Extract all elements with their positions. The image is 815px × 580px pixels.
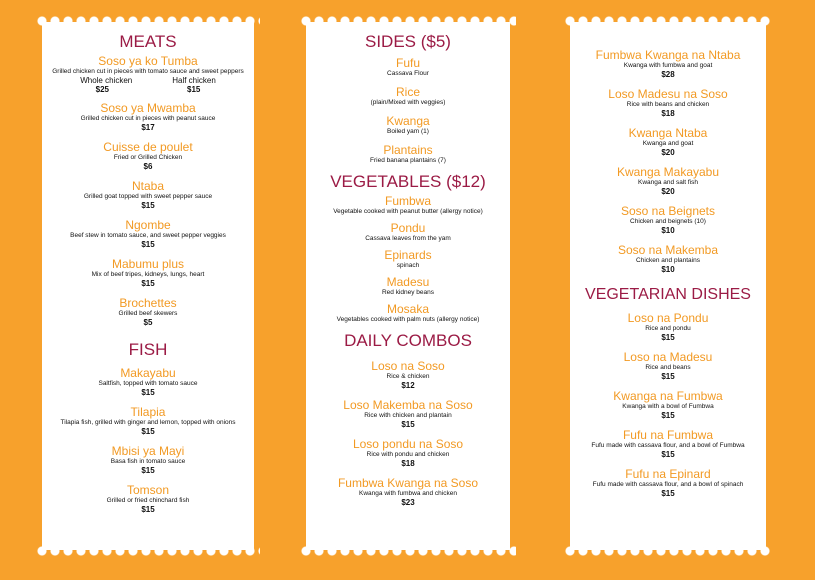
menu-item — [306, 398, 510, 430]
item-desc: Rice and pondu — [645, 325, 691, 332]
item-desc: Kwanga with a bowl of Fumbwa — [622, 403, 714, 410]
option-row — [42, 76, 254, 85]
sides-heading: SIDES ($5) — [365, 32, 451, 51]
item-desc: Grilled beef skewers — [118, 310, 178, 317]
menu-item — [42, 218, 254, 250]
item-desc: Beef stew in tomato sauce, and sweet pepper veggies — [70, 232, 226, 239]
menu-item — [306, 437, 510, 469]
item-name: Mbisi ya Mayi — [111, 444, 185, 458]
item-name: Fumbwa Kwanga na Ntaba — [595, 48, 741, 62]
menu-item — [306, 476, 510, 508]
item-price: $28 — [661, 70, 675, 79]
item-name: Makayabu — [120, 366, 176, 380]
item-desc: Fried banana plantains (7) — [370, 157, 446, 164]
menu-item — [42, 257, 254, 289]
item-name: Kwanga — [386, 114, 430, 128]
menu-item — [306, 221, 510, 243]
item-price: $15 — [401, 420, 415, 429]
item-name: Soso na Makemba — [617, 243, 719, 257]
item-price: $15 — [661, 372, 675, 381]
item-price: $12 — [401, 381, 415, 390]
menu-panel-middle — [306, 22, 510, 550]
item-name: Soso na Beignets — [620, 204, 716, 218]
menu-item — [42, 405, 254, 437]
item-desc: Rice with chicken and plantain — [364, 412, 452, 419]
item-price: $10 — [661, 226, 675, 235]
item-desc: Boiled yam (1) — [387, 128, 429, 135]
meats-heading: MEATS — [119, 32, 177, 51]
menu-item — [42, 101, 254, 133]
item-desc: Saltfish, topped with tomato sauce — [98, 380, 198, 387]
item-desc: Tilapia fish, grilled with ginger and lemon, topped with onions — [60, 419, 236, 426]
item-desc: Rice with pondu and chicken — [366, 451, 450, 458]
menu-item — [306, 114, 510, 136]
item-price: $6 — [143, 162, 153, 171]
item-name: Kwanga na Fumbwa — [613, 389, 723, 403]
option-label: Half chicken — [172, 76, 216, 85]
item-name: Loso pondu na Soso — [352, 437, 464, 451]
item-desc: Cassava leaves from the yam — [365, 235, 451, 242]
item-desc: Chicken and plantains — [636, 257, 700, 264]
item-price: $17 — [141, 123, 155, 132]
item-price: $25 — [95, 85, 109, 94]
item-price: $20 — [661, 187, 675, 196]
menu-item — [42, 366, 254, 398]
item-desc: Fufu made with cassava flour, and a bowl of Fumbwa — [591, 442, 745, 449]
item-name: Brochettes — [119, 296, 177, 310]
item-name: Cuisse de poulet — [103, 140, 193, 154]
option-label: Whole chicken — [80, 76, 133, 85]
item-name: Mosaka — [386, 302, 430, 316]
item-price: $5 — [143, 318, 153, 327]
menu-item — [570, 389, 766, 421]
menu-item — [306, 359, 510, 391]
item-name: Loso na Soso — [371, 359, 445, 373]
item-name: Ngombe — [125, 218, 171, 232]
item-desc: Fried or Grilled Chicken — [113, 154, 183, 161]
item-price: $15 — [141, 427, 155, 436]
item-name: Epinards — [384, 248, 432, 262]
item-name: Tomson — [126, 483, 170, 497]
item-name: Mabumu plus — [111, 257, 185, 271]
item-desc: Mix of beef tripes, kidneys, lungs, heart — [91, 271, 205, 278]
item-name: Soso ya Mwamba — [100, 101, 196, 115]
menu-item — [570, 243, 766, 275]
item-desc: Grilled chicken cut in pieces with tomato sauce and sweet peppers — [52, 68, 244, 75]
menu-item — [570, 350, 766, 382]
menu-item — [42, 54, 254, 94]
item-desc: Kwanga and goat — [642, 140, 694, 147]
option-price-row — [42, 85, 254, 94]
item-desc: Vegetables cooked with palm nuts (allergy notice) — [336, 316, 480, 323]
item-desc: Grilled goat topped with sweet pepper sauce — [83, 193, 213, 200]
item-desc: Vegetable cooked with peanut butter (allergy notice) — [333, 208, 483, 215]
item-price: $15 — [141, 279, 155, 288]
item-name: Madesu — [386, 275, 430, 289]
item-price: $15 — [661, 333, 675, 342]
menu-item — [306, 248, 510, 270]
item-price: $18 — [661, 109, 675, 118]
menu-item — [570, 87, 766, 119]
item-desc: Red kidney beans — [381, 289, 435, 296]
item-desc: Rice & chicken — [386, 373, 430, 380]
item-desc: Kwanga with fumbwa and chicken — [359, 490, 457, 497]
menu-item — [570, 48, 766, 80]
combos-heading: DAILY COMBOS — [344, 331, 472, 350]
menu-item — [570, 126, 766, 158]
item-name: Fumbwa — [384, 194, 431, 208]
item-name: Pondu — [390, 221, 426, 235]
item-name: Ntaba — [131, 179, 165, 193]
item-desc: Grilled chicken cut in pieces with peanut sauce — [80, 115, 216, 122]
menu-item — [306, 56, 510, 78]
item-name: Fumbwa Kwanga na Soso — [337, 476, 479, 490]
menu-item — [42, 444, 254, 476]
item-price: $15 — [141, 240, 155, 249]
menu-item — [570, 165, 766, 197]
item-desc: Basa fish in tomato sauce — [110, 458, 186, 465]
item-name: Kwanga Ntaba — [628, 126, 708, 140]
item-price: $15 — [141, 466, 155, 475]
item-name: Kwanga Makayabu — [616, 165, 720, 179]
item-name: Rice — [395, 85, 420, 99]
item-name: Soso ya ko Tumba — [98, 54, 198, 68]
item-desc: Kwanga with fumbwa and goat — [623, 62, 713, 69]
menu-item — [306, 85, 510, 107]
menu-item — [570, 467, 766, 499]
vegetarian-heading: VEGETARIAN DISHES — [585, 286, 751, 303]
menu-item — [42, 296, 254, 328]
item-price: $20 — [661, 148, 675, 157]
item-name: Loso Makemba na Soso — [343, 398, 473, 412]
item-desc: Chicken and beignets (10) — [630, 218, 706, 225]
item-name: Plantains — [383, 143, 433, 157]
item-price: $15 — [141, 388, 155, 397]
menu-item — [306, 302, 510, 324]
item-desc: Kwanga and salt fish — [638, 179, 698, 186]
item-desc: spinach — [396, 262, 420, 269]
item-price: $23 — [401, 498, 415, 507]
vegetables-heading: VEGETABLES ($12) — [330, 172, 486, 191]
item-desc: Fufu made with cassava flour, and a bowl of spinach — [592, 481, 744, 488]
menu-item — [42, 483, 254, 515]
item-price: $10 — [661, 265, 675, 274]
item-price: $18 — [401, 459, 415, 468]
item-desc: Rice and beans — [645, 364, 691, 371]
item-price: $15 — [661, 489, 675, 498]
item-desc: Rice with beans and chicken — [626, 101, 710, 108]
menu-panel-left — [42, 22, 254, 550]
item-price: $15 — [661, 411, 675, 420]
item-name: Loso na Madesu — [623, 350, 713, 364]
item-name: Fufu na Epinard — [625, 467, 711, 481]
item-name: Tilapia — [130, 405, 166, 419]
menu-item — [570, 428, 766, 460]
item-name: Loso Madesu na Soso — [608, 87, 728, 101]
item-name: Fufu na Fumbwa — [622, 428, 714, 442]
item-price: $15 — [141, 201, 155, 210]
fish-heading: FISH — [128, 340, 168, 359]
menu-item — [42, 140, 254, 172]
menu-item — [42, 179, 254, 211]
item-desc: (plain/Mixed with veggies) — [370, 99, 446, 106]
menu-item — [570, 204, 766, 236]
menu-item — [306, 194, 510, 216]
item-desc: Cassava Flour — [387, 70, 429, 77]
item-name: Loso na Pondu — [627, 311, 709, 325]
menu-panel-right — [570, 22, 766, 550]
menu-item — [306, 143, 510, 165]
item-price: $15 — [141, 505, 155, 514]
item-name: Fufu — [395, 56, 420, 70]
item-desc: Grilled or fried chinchard fish — [106, 497, 190, 504]
item-price: $15 — [661, 450, 675, 459]
menu-item — [570, 311, 766, 343]
item-price: $15 — [187, 85, 201, 94]
menu-item — [306, 275, 510, 297]
